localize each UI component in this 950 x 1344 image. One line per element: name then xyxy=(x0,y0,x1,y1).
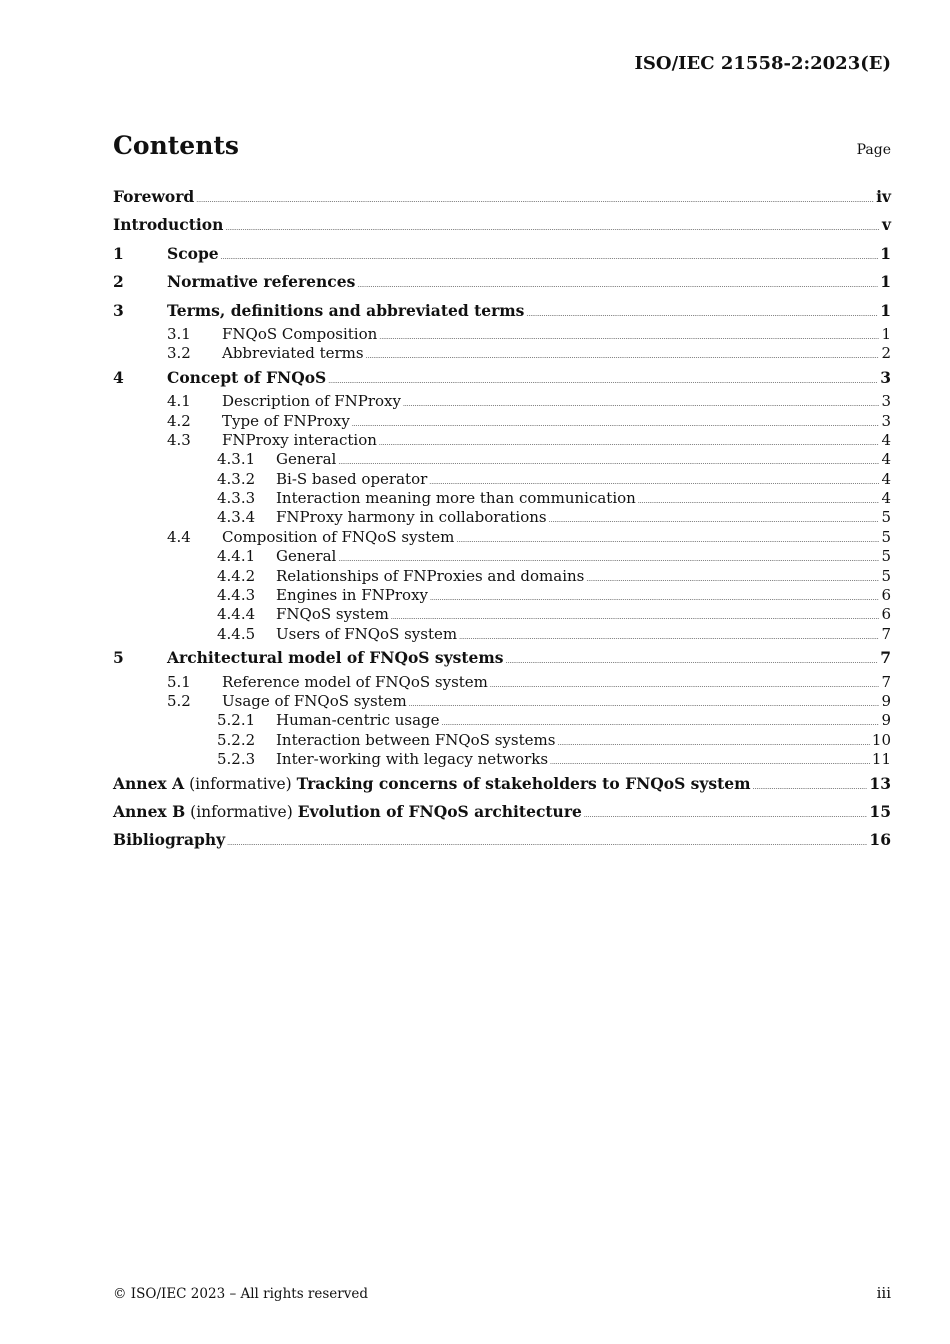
toc-entry-number: 4.4.4 xyxy=(217,605,256,624)
toc-entry-page: 1 xyxy=(880,272,891,292)
toc-entry-title: Scope xyxy=(167,243,219,263)
toc-entry-title: Reference model of FNQoS system xyxy=(222,672,488,691)
toc-entry-title: Description of FNProxy xyxy=(222,392,401,411)
toc-entry-page: 9 xyxy=(881,691,891,710)
toc-entry-title: Normative references xyxy=(167,272,356,292)
toc-entry-title: Bi-S based operator xyxy=(276,469,428,488)
table-of-contents xyxy=(113,183,891,855)
toc-entry-page: 7 xyxy=(881,672,891,691)
toc-entry-number: 5.2 xyxy=(167,691,191,710)
toc-entry-title: Type of FNProxy xyxy=(222,411,350,430)
toc-entry-title: FNProxy interaction xyxy=(222,430,377,449)
toc-entry-page: 3 xyxy=(880,367,891,387)
toc-entry-number: 5 xyxy=(113,648,124,668)
toc-entry-title: FNProxy harmony in collaborations xyxy=(276,508,547,527)
toc-entry-title: Introduction xyxy=(113,215,224,235)
toc-entry-title: Inter-working with legacy networks xyxy=(276,750,549,769)
toc-entry[interactable] xyxy=(113,644,891,672)
toc-entry[interactable] xyxy=(113,364,891,392)
toc-entry[interactable] xyxy=(113,450,891,469)
toc-entry[interactable] xyxy=(113,567,891,586)
toc-entry[interactable] xyxy=(113,798,891,826)
toc-entry-page: 4 xyxy=(881,469,891,488)
toc-entry-page: 15 xyxy=(869,801,891,821)
toc-entry-number: 3.1 xyxy=(167,324,191,343)
toc-entry-title: FNQoS system xyxy=(276,605,389,624)
toc-entry[interactable] xyxy=(113,625,891,644)
toc-entry-number: 4.3.1 xyxy=(217,450,256,469)
toc-entry-page: 6 xyxy=(881,586,891,605)
toc-entry-number: 5.2.3 xyxy=(217,750,256,769)
toc-entry-title: Users of FNQoS system xyxy=(276,624,458,643)
toc-entry-page: 4 xyxy=(881,430,891,449)
toc-entry-page: 5 xyxy=(881,508,891,527)
toc-entry-page: 11 xyxy=(871,750,891,769)
toc-entry[interactable] xyxy=(113,605,891,624)
annex-label: Annex B xyxy=(113,801,186,821)
toc-entry-page: 13 xyxy=(869,773,891,793)
toc-entry[interactable] xyxy=(113,508,891,527)
copyright-notice: © ISO/IEC 2023 – All rights reserved xyxy=(113,1286,368,1302)
toc-entry[interactable] xyxy=(113,528,891,547)
toc-entry[interactable] xyxy=(113,750,891,769)
toc-entry-page: iv xyxy=(876,187,891,206)
toc-entry[interactable] xyxy=(113,731,891,750)
toc-entry-number: 4.4 xyxy=(167,527,191,546)
toc-entry[interactable] xyxy=(113,826,891,854)
dot-leader xyxy=(227,826,867,858)
page-column-label: Page xyxy=(856,142,891,158)
contents-title: Contents xyxy=(113,131,240,160)
page-number: iii xyxy=(876,1284,891,1302)
toc-entry-number: 3.2 xyxy=(167,344,191,363)
toc-entry-number: 5.1 xyxy=(167,672,191,691)
toc-entry[interactable] xyxy=(113,211,891,239)
toc-entry-number: 5.2.1 xyxy=(217,711,256,730)
toc-entry[interactable] xyxy=(113,489,891,508)
toc-entry[interactable] xyxy=(113,268,891,296)
toc-entry-page: 5 xyxy=(881,566,891,585)
toc-entry[interactable] xyxy=(113,325,891,344)
toc-entry-title: General xyxy=(276,450,337,469)
toc-entry-page: 9 xyxy=(881,711,891,730)
toc-entry[interactable] xyxy=(113,711,891,730)
toc-entry[interactable] xyxy=(113,392,891,411)
toc-entry-title: FNQoS Composition xyxy=(222,324,378,343)
toc-entry[interactable] xyxy=(113,470,891,489)
toc-entry[interactable] xyxy=(113,547,891,566)
toc-entry-title: Terms, definitions and abbreviated terms xyxy=(167,300,525,320)
toc-entry-page: 10 xyxy=(871,730,891,749)
toc-entry[interactable] xyxy=(113,344,891,363)
toc-entry[interactable] xyxy=(113,183,891,211)
toc-entry-number: 4.1 xyxy=(167,392,191,411)
toc-entry-number: 4.3.3 xyxy=(217,489,256,508)
toc-entry-page: 3 xyxy=(881,411,891,430)
toc-entry[interactable] xyxy=(113,692,891,711)
toc-entry-title: Engines in FNProxy xyxy=(276,586,428,605)
toc-entry-page: 1 xyxy=(881,324,891,343)
toc-entry-number: 2 xyxy=(113,272,124,292)
toc-entry-number: 4.4.3 xyxy=(217,586,256,605)
toc-entry-page: 6 xyxy=(881,605,891,624)
toc-entry-page: 7 xyxy=(881,624,891,643)
toc-entry-title: Composition of FNQoS system xyxy=(222,527,455,546)
toc-entry-page: 5 xyxy=(881,547,891,566)
toc-entry-title: Interaction meaning more than communication xyxy=(276,489,636,508)
annex-label: Annex A xyxy=(113,773,185,793)
toc-entry-number: 5.2.2 xyxy=(217,730,256,749)
annex-type: (informative) xyxy=(189,774,292,793)
toc-entry[interactable] xyxy=(113,412,891,431)
toc-entry-page: 1 xyxy=(880,243,891,263)
toc-entry[interactable] xyxy=(113,770,891,798)
toc-entry-page: 7 xyxy=(880,648,891,668)
toc-entry-page: 3 xyxy=(881,392,891,411)
toc-entry-number: 4 xyxy=(113,367,124,387)
toc-entry-page: 1 xyxy=(880,300,891,320)
toc-entry-page: 16 xyxy=(869,830,891,850)
toc-entry-title: Bibliography xyxy=(113,830,226,850)
toc-entry-title: Abbreviated terms xyxy=(222,344,364,363)
toc-entry-number: 4.3.2 xyxy=(217,469,256,488)
toc-entry-title: Interaction between FNQoS systems xyxy=(276,730,556,749)
toc-entry-title: Relationships of FNProxies and domains xyxy=(276,566,585,585)
toc-entry-page: v xyxy=(881,215,891,235)
toc-entry-title: Architectural model of FNQoS systems xyxy=(167,648,504,668)
toc-entry-title: Concept of FNQoS xyxy=(167,367,327,387)
toc-entry-title: Human-centric usage xyxy=(276,711,440,730)
toc-entry-number: 4.3.4 xyxy=(217,508,256,527)
toc-entry-title: Tracking concerns of stakeholders to FNQoS system xyxy=(296,773,751,793)
toc-entry-title: Foreword xyxy=(113,187,195,206)
toc-entry-number: 4.4.2 xyxy=(217,566,256,585)
toc-entry-number: 1 xyxy=(113,243,124,263)
toc-entry-number: 4.2 xyxy=(167,411,191,430)
toc-entry-page: 4 xyxy=(881,450,891,469)
toc-entry-number: 4.4.1 xyxy=(217,547,256,566)
toc-entry-number: 4.4.5 xyxy=(217,624,256,643)
toc-entry-title: Usage of FNQoS system xyxy=(222,691,407,710)
toc-entry[interactable] xyxy=(113,431,891,450)
toc-entry-title: Evolution of FNQoS architecture xyxy=(297,801,582,821)
toc-entry[interactable] xyxy=(113,586,891,605)
toc-entry[interactable] xyxy=(113,673,891,692)
toc-entry-page: 5 xyxy=(881,527,891,546)
toc-entry[interactable] xyxy=(113,240,891,268)
toc-entry-number: 4.3 xyxy=(167,430,191,449)
toc-entry[interactable] xyxy=(113,297,891,325)
document-id: ISO/IEC 21558-2:2023(E) xyxy=(634,53,891,74)
toc-entry-number: 3 xyxy=(113,300,124,320)
toc-entry-page: 2 xyxy=(881,344,891,363)
annex-type: (informative) xyxy=(190,802,293,821)
toc-entry-title: General xyxy=(276,547,337,566)
toc-entry-page: 4 xyxy=(881,489,891,508)
